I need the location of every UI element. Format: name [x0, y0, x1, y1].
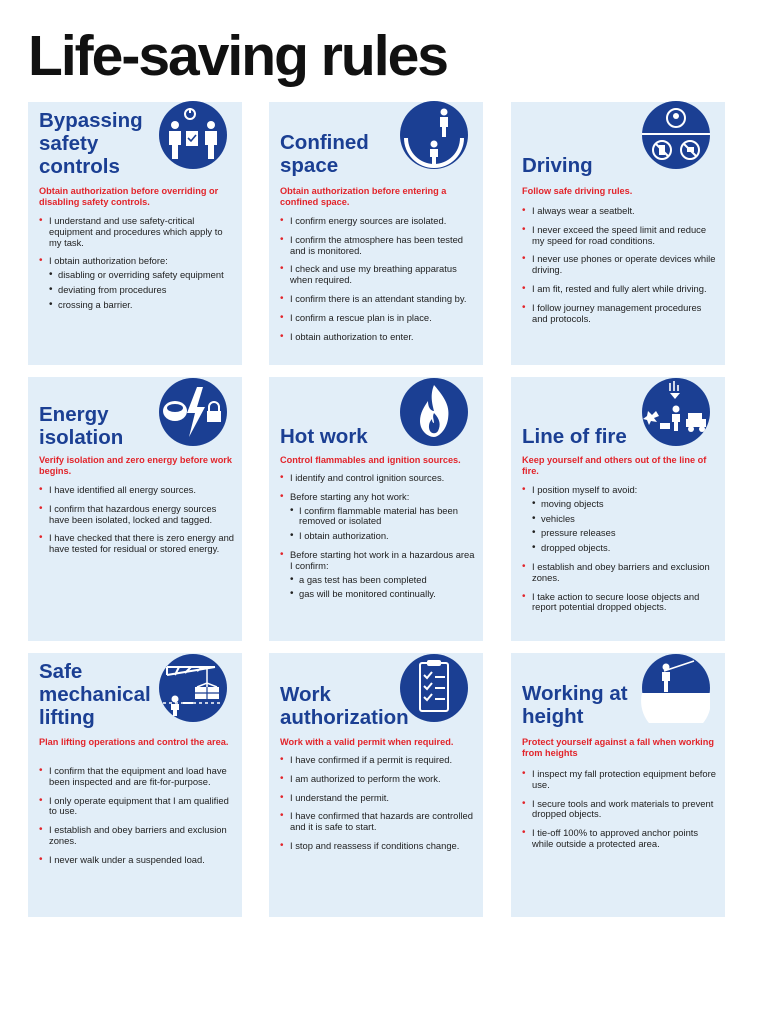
- card-driving: [511, 102, 725, 365]
- rule-item-text: I confirm there is an attendant standing by.: [290, 292, 467, 304]
- rule-item: [280, 235, 475, 257]
- rule-item: [280, 755, 475, 766]
- rule-sub-item: • crossing a barrier.: [49, 300, 234, 311]
- rule-item: [522, 799, 717, 821]
- card-title: Safe mechanical lifting: [39, 660, 151, 729]
- rule-sub-item: • deviating from procedures: [49, 285, 234, 296]
- rule-sub-item: • gas will be monitored continually.: [290, 589, 475, 600]
- rule-item-text: I understand and use safety-critical equipment and procedures which apply to my task.: [49, 215, 223, 248]
- rule-sub-item: • I obtain authorization.: [290, 531, 475, 542]
- rule-item: [280, 332, 475, 343]
- rule-item: [522, 206, 717, 217]
- rule-item: [39, 855, 234, 866]
- rule-sub-item: • a gas test has been completed: [290, 575, 475, 586]
- rule-item: [39, 256, 234, 310]
- rule-item-text: I have checked that there is zero energy and have tested for residual or stored energy.: [49, 532, 235, 555]
- card-title: Energy isolation: [39, 403, 124, 449]
- rule-sub-item: • disabling or overriding safety equipment: [49, 270, 234, 281]
- rule-item-text: I confirm that hazardous energy sources have been isolated, locked and tagged.: [49, 502, 217, 525]
- card-items: [280, 473, 475, 608]
- rule-item-text: I follow journey management procedures and protocols.: [532, 301, 702, 324]
- rule-item-text: I establish and obey barriers and exclusion zones.: [49, 824, 227, 846]
- rule-item: [280, 774, 475, 785]
- card-items: [522, 769, 717, 858]
- rule-item-text: I position myself to avoid:: [532, 484, 638, 495]
- rule-item-text: I secure tools and work materials to prevent dropped objects.: [532, 797, 714, 820]
- card-items: [39, 485, 234, 563]
- rule-item-text: I am authorized to perform the work.: [290, 772, 441, 784]
- rule-item: [280, 793, 475, 804]
- card-lead: Follow safe driving rules.: [522, 186, 633, 196]
- rule-item: [522, 303, 717, 325]
- rule-item-text: I check and use my breathing apparatus when required.: [290, 263, 457, 286]
- energy-isolation-icon: [153, 377, 233, 447]
- rule-item: [39, 485, 234, 496]
- rule-item: [39, 504, 234, 526]
- rule-item: [522, 562, 717, 584]
- card-lead: Work with a valid permit when required.: [280, 737, 454, 747]
- card-bypassing-safety-controls: [28, 102, 242, 365]
- fall-protection-icon: [636, 653, 716, 723]
- rule-item-text: I confirm energy sources are isolated.: [290, 215, 447, 226]
- rule-item: [522, 225, 717, 247]
- line-of-fire-icon: [636, 377, 716, 447]
- rule-sub-list: [532, 499, 717, 554]
- rule-item-text: I am fit, rested and fully alert while driving.: [532, 282, 707, 294]
- card-hot-work: [269, 377, 483, 641]
- rule-item-text: I never walk under a suspended load.: [49, 853, 205, 865]
- rule-item: [39, 533, 234, 555]
- card-title: Line of fire: [522, 425, 627, 448]
- rule-item-text: I take action to secure loose objects and report potential dropped objects.: [532, 590, 700, 613]
- rule-item: [280, 841, 475, 852]
- card-work-authorization: [269, 653, 483, 917]
- card-lead: Keep yourself and others out of the line of fire.: [522, 455, 707, 476]
- rule-item: [39, 825, 234, 847]
- card-lead: Control flammables and ignition sources.: [280, 455, 461, 465]
- rule-item-text: I obtain authorization to enter.: [290, 330, 414, 342]
- card-lead: Verify isolation and zero energy before work begins.: [39, 455, 232, 476]
- card-safe-mechanical-lifting: [28, 653, 242, 917]
- authorization-handover-icon: [153, 100, 233, 170]
- rule-item-text: I establish and obey barriers and exclusion zones.: [532, 560, 710, 583]
- card-lead: Obtain authorization before overriding or disabling safety controls.: [39, 186, 219, 207]
- card-title: Hot work: [280, 425, 368, 448]
- rule-item-text: I stop and reassess if conditions change.: [290, 839, 460, 851]
- card-title: Confined space: [280, 131, 369, 177]
- rule-item: [39, 766, 234, 788]
- rule-item-text: I confirm that the equipment and load have been inspected and are fit-for-purpose.: [49, 765, 227, 787]
- card-lead: Obtain authorization before entering a confined space.: [280, 186, 447, 207]
- rule-item: [522, 284, 717, 295]
- rule-item: [280, 473, 475, 484]
- rule-item: [522, 828, 717, 850]
- card-items: [39, 216, 234, 319]
- card-title: Driving: [522, 154, 593, 177]
- rule-item: [522, 254, 717, 276]
- rule-item-text: I always wear a seatbelt.: [532, 205, 635, 216]
- card-items: [280, 216, 475, 350]
- rule-item-text: I obtain authorization before:: [49, 255, 168, 267]
- rule-item-text: I confirm the atmosphere has been tested and is monitored.: [290, 233, 464, 256]
- rule-item: [522, 485, 717, 554]
- confined-space-icon: [394, 100, 474, 170]
- rule-item-text: Before starting hot work in a hazardous area I confirm:: [290, 548, 475, 571]
- rule-sub-item: • moving objects: [532, 499, 717, 510]
- rule-item: [280, 313, 475, 324]
- card-line-of-fire: [511, 377, 725, 641]
- rule-item-text: I identify and control ignition sources.: [290, 472, 445, 483]
- rule-sub-list: [290, 506, 475, 542]
- rule-item-text: I never use phones or operate devices while driving.: [532, 253, 716, 276]
- rule-item: [39, 796, 234, 818]
- card-title: Working at height: [522, 682, 628, 728]
- card-energy-isolation: [28, 377, 242, 641]
- rule-item-text: I have confirmed if a permit is required.: [290, 754, 453, 765]
- rule-sub-list: [290, 575, 475, 601]
- rule-item: [522, 592, 717, 614]
- card-title: Bypassing safety controls: [39, 109, 143, 178]
- card-lead: Protect yourself against a fall when working from heights: [522, 737, 714, 758]
- card-items: [39, 766, 234, 874]
- rule-sub-item: • vehicles: [532, 514, 717, 525]
- rule-item-text: Before starting any hot work:: [290, 490, 410, 502]
- rule-item-text: I tie-off 100% to approved anchor points while outside a protected area.: [532, 827, 699, 849]
- rule-item-text: I have confirmed that hazards are controlled and it is safe to start.: [290, 810, 473, 833]
- card-working-at-height: [511, 653, 725, 917]
- rule-item: [280, 492, 475, 542]
- rule-item-text: I never exceed the speed limit and reduce my speed for road conditions.: [532, 223, 707, 246]
- card-items: [280, 755, 475, 860]
- rule-item: [280, 811, 475, 833]
- rule-item-text: I inspect my fall protection equipment before use.: [532, 768, 716, 790]
- rule-item: [280, 550, 475, 600]
- rule-item-text: I confirm a rescue plan is in place.: [290, 311, 432, 323]
- rule-sub-item: • dropped objects.: [532, 543, 717, 554]
- rule-item: [280, 216, 475, 227]
- rule-item: [280, 264, 475, 286]
- rule-sub-item: • pressure releases: [532, 528, 717, 539]
- rule-item: [39, 216, 234, 248]
- rule-sub-item: • I confirm flammable material has been removed or isolated: [290, 506, 475, 528]
- rule-item-text: I have identified all energy sources.: [49, 484, 196, 495]
- rule-item-text: I understand the permit.: [290, 791, 390, 803]
- rule-item: [280, 294, 475, 305]
- card-title: Work authorization: [280, 683, 409, 729]
- card-items: [522, 206, 717, 332]
- rule-item: [522, 769, 717, 791]
- driving-icon: [636, 100, 716, 170]
- crane-lifting-icon: [153, 653, 233, 723]
- card-lead: Plan lifting operations and control the area.: [39, 737, 229, 747]
- rule-item-text: I only operate equipment that I am qualified to use.: [49, 794, 229, 817]
- checklist-icon: [394, 653, 474, 723]
- page-title: Life-saving rules: [28, 24, 447, 88]
- card-confined-space: [269, 102, 483, 365]
- rule-sub-list: [49, 270, 234, 310]
- flame-icon: [394, 377, 474, 447]
- card-items: [522, 485, 717, 621]
